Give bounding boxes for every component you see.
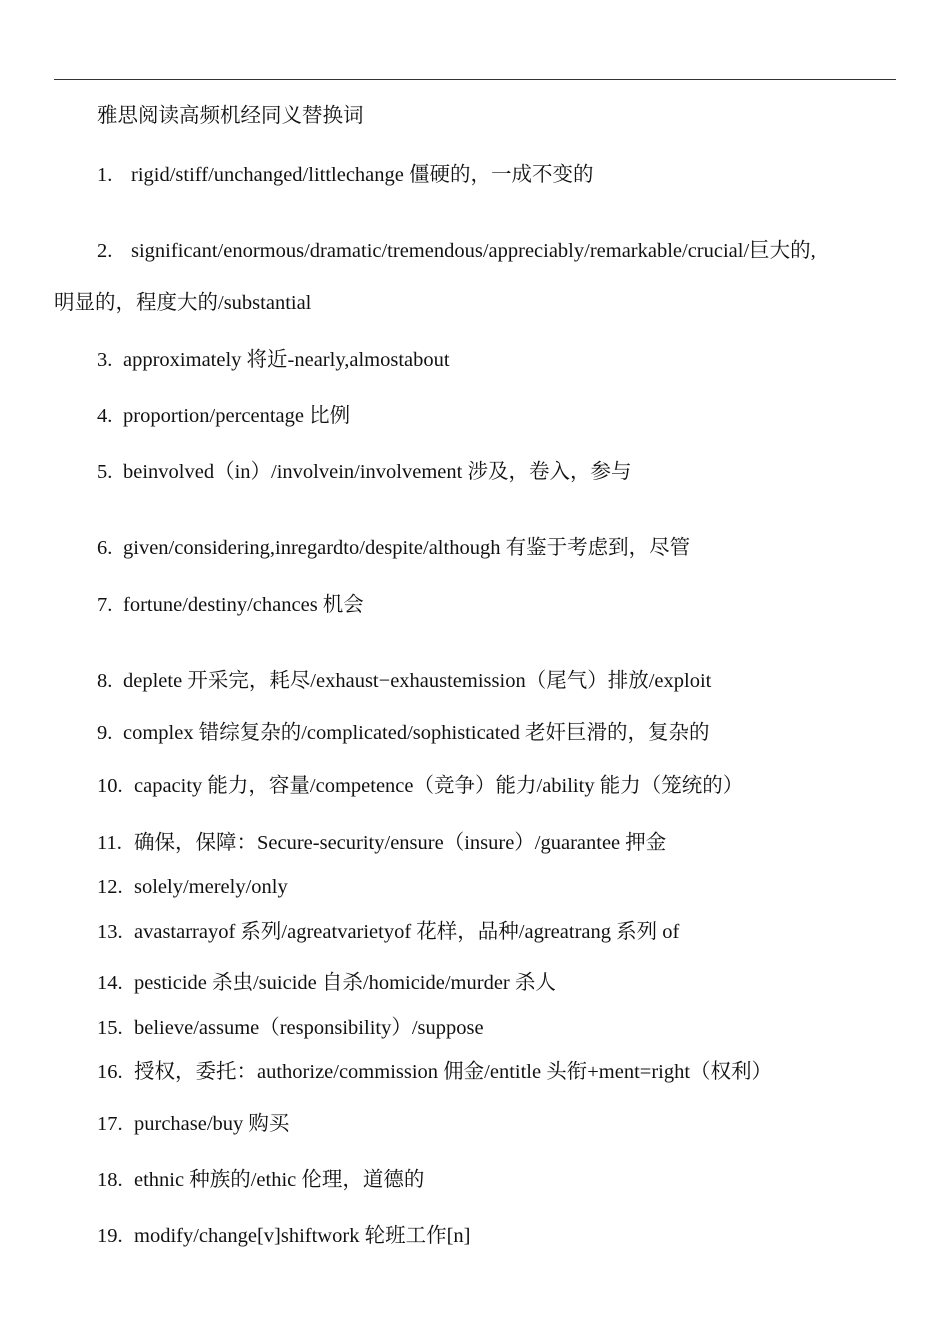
item-text: capacity 能力，容量/competence（竞争）能力/ability 能力（笼统的）	[134, 775, 744, 797]
item-text: proportion/percentage 比例	[123, 405, 351, 427]
item-number: 8.	[97, 670, 113, 692]
list-item-17	[97, 1111, 289, 1137]
list-item-3	[97, 347, 450, 373]
item-text: believe/assume（responsibility）/suppose	[134, 1017, 484, 1039]
item-text: deplete 开采完，耗尽/exhaust−exhaustemission（尾气）排放/exploit	[123, 670, 712, 692]
item-number: 18.	[97, 1169, 123, 1191]
list-item-15	[97, 1015, 484, 1041]
header-rule	[54, 79, 896, 80]
list-item-11	[97, 830, 666, 856]
item-text: modify/change[v]shiftwork 轮班工作[n]	[134, 1225, 471, 1247]
item-text: approximately 将近-nearly,almostabout	[123, 349, 450, 371]
list-item-16	[97, 1059, 772, 1085]
item-number: 11.	[97, 832, 122, 854]
item-text: solely/merely/only	[134, 876, 288, 898]
item-number: 6.	[97, 537, 113, 559]
item-number: 13.	[97, 921, 123, 943]
item-number: 9.	[97, 722, 113, 744]
item-text: complex 错综复杂的/complicated/sophisticated 老奸巨滑的，复杂的	[123, 722, 710, 744]
item-number: 12.	[97, 876, 123, 898]
item-text: beinvolved（in）/involvein/involvement 涉及，卷入，参与	[123, 461, 632, 483]
list-item-12	[97, 874, 288, 900]
list-item-13	[97, 919, 679, 945]
document-title: 雅思阅读高频机经同义替换词	[97, 105, 364, 127]
item-text: rigid/stiff/unchanged/littlechange 僵硬的，一成不变的	[131, 164, 594, 186]
item-number: 14.	[97, 972, 123, 994]
item-number: 2.	[97, 240, 113, 262]
list-item-18	[97, 1167, 424, 1193]
item-number: 3.	[97, 349, 113, 371]
item-number: 15.	[97, 1017, 123, 1039]
item-text: 确保，保障：Secure-security/ensure（insure）/guarantee 押金	[134, 832, 667, 854]
item-text: pesticide 杀虫/suicide 自杀/homicide/murder 杀人	[134, 972, 556, 994]
list-item-9	[97, 720, 709, 746]
item-number: 19.	[97, 1225, 123, 1247]
list-item-7	[97, 592, 364, 618]
item-text: 授权，委托：authorize/commission 佣金/entitle 头衔+ment=right（权利）	[134, 1061, 773, 1083]
list-item-8	[97, 668, 711, 694]
item-number: 17.	[97, 1113, 123, 1135]
list-item-1	[97, 162, 594, 188]
item-number: 1.	[97, 164, 113, 186]
item-text: fortune/destiny/chances 机会	[123, 594, 364, 616]
list-item-4	[97, 403, 350, 429]
item-number: 7.	[97, 594, 113, 616]
item-text: given/considering,inregardto/despite/although 有鉴于考虑到，尽管	[123, 537, 691, 559]
item-text: purchase/buy 购买	[134, 1113, 290, 1135]
list-item-5	[97, 459, 631, 485]
item-number: 10.	[97, 775, 123, 797]
list-item-6	[97, 535, 690, 561]
list-item-2-continuation: 明显的，程度大的/substantial	[54, 292, 312, 314]
list-item-2	[97, 238, 816, 264]
item-number: 5.	[97, 461, 113, 483]
list-item-14	[97, 970, 556, 996]
item-text: significant/enormous/dramatic/tremendous/appreciably/remarkable/crucial/巨大的,	[131, 240, 816, 262]
item-text: avastarrayof 系列/agreatvarietyof 花样，品种/agreatrang 系列 of	[134, 921, 680, 943]
item-number: 4.	[97, 405, 113, 427]
list-item-10	[97, 773, 743, 799]
list-item-19	[97, 1223, 470, 1249]
item-text: ethnic 种族的/ethic 伦理，道德的	[134, 1169, 425, 1191]
item-number: 16.	[97, 1061, 123, 1083]
